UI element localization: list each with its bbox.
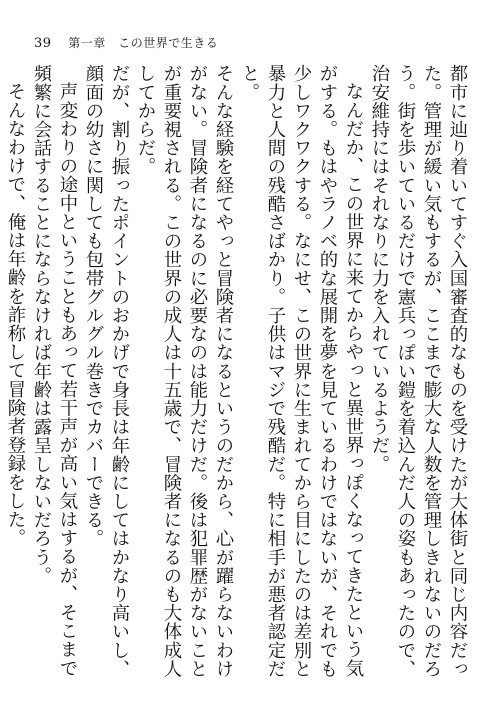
paragraph: だが、割り振ったポイントのおかげで身長は年齢にしてはかなり高いし、顔面の幼さに関しても包帯グルグル巻きでカバーできる。 [83,64,130,678]
running-header [34,34,218,51]
vertical-body-text [5,64,470,679]
paragraph [0,64,2,679]
page-number: 39 [34,36,52,51]
paragraph: そんなわけで、俺は年齢を詐称して冒険者登録をした。 [5,82,26,548]
paragraph: 都市に辿り着いてすぐ入国審査的なものを受けたが大体街と同じ内容だった。管理が緩い気もするが、ここまで膨大な人数を管理しきれないのだろう。街を歩いているだけで憲兵っぽい鎧を着込んだ人の姿もあったので、治安維持にはそれなりに力を入れているようだ。 [369,64,468,678]
paragraph: 声変わりの途中ということもあって若干声が高い気はするが、そこまで頻繁に会話することにならなければ年齢は露呈しないだろう。 [31,64,78,678]
paragraph: なんだか、この世界に来てからやっと異世界っぽくなってきたという気がする。もはやラノベ的な展開を夢を見ているわけではないが、それでも少しワクワクする。なにせ、この世界に生まれてから目にしたのは差別と暴力と人間の残酷さばかり。子供はマジで残酷だ。特に相手が悪者認定だと。 [239,64,364,678]
chapter-title: 第一章 この世界で生きる [68,36,219,50]
paragraph: そんな経験を経てやっと冒険者になるというのだから、心が躍らないわけがない。冒険者になるのに必要なのは能力だけだ。後は犯罪歴がないことが重要視される。この世界の成人は十五歳で、冒険者になるのも大体成人してからだ。 [135,64,234,678]
